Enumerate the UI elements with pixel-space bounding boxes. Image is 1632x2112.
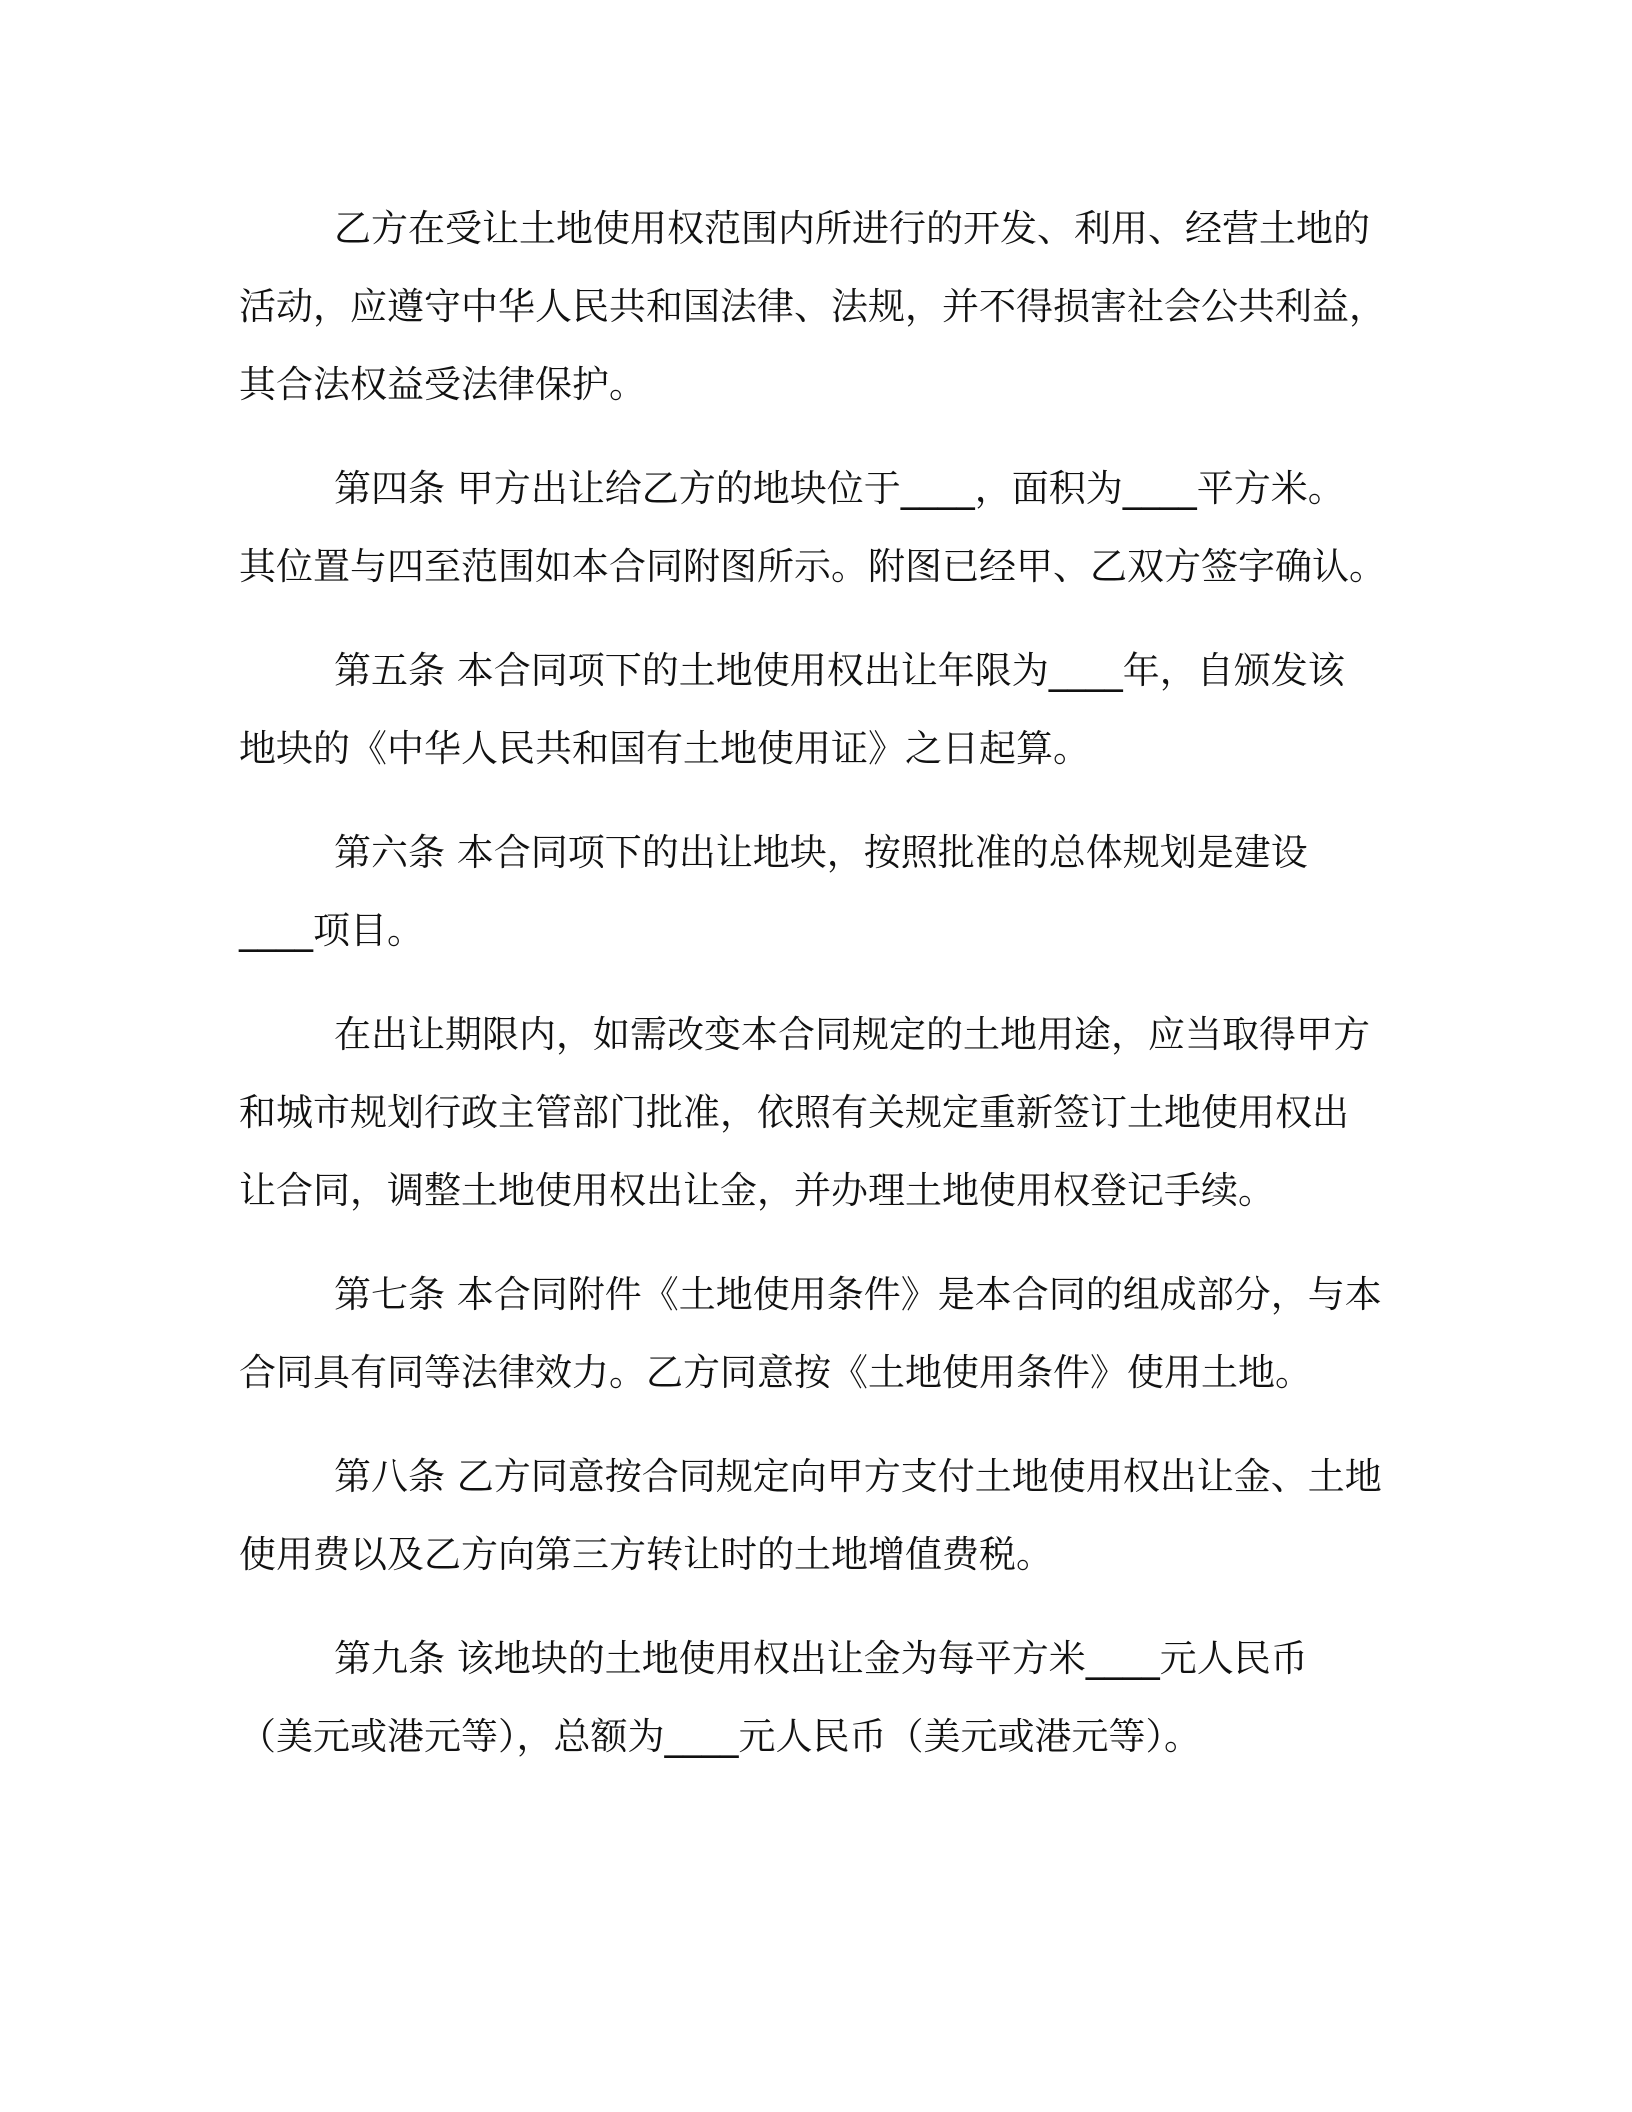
paragraph-line: 活动，应遵守中华人民共和国法律、法规，并不得损害社会公共利益， [239, 285, 1386, 328]
article-5 [239, 632, 1389, 788]
paragraph-line: 其位置与四至范围如本合同附图所示。附图已经甲、乙双方签字确认。 [239, 545, 1386, 588]
land-use-change-paragraph [239, 996, 1389, 1230]
paragraph-line: 在出让期限内，如需改变本合同规定的土地用途，应当取得甲方 [334, 1013, 1370, 1056]
article-8 [239, 1438, 1389, 1594]
article-9 [239, 1620, 1389, 1776]
paragraph-line: 第九条 该地块的土地使用权出让金为每平方米____元人民币 [334, 1637, 1308, 1680]
paragraph-usage-rights [239, 190, 1389, 424]
paragraph-line: 第四条 甲方出让给乙方的地块位于____，面积为____平方米。 [334, 467, 1345, 510]
paragraph-line: 乙方在受让土地使用权范围内所进行的开发、利用、经营土地的 [334, 207, 1370, 250]
paragraph-line: 使用费以及乙方向第三方转让时的土地增值费税。 [239, 1533, 1053, 1576]
article-4 [239, 450, 1389, 606]
paragraph-line: ____项目。 [239, 909, 424, 952]
paragraph-line: 和城市规划行政主管部门批准，依照有关规定重新签订土地使用权出 [239, 1091, 1349, 1134]
paragraph-line: 第七条 本合同附件《土地使用条件》是本合同的组成部分，与本 [334, 1273, 1382, 1316]
paragraph-line: 让合同，调整土地使用权出让金，并办理土地使用权登记手续。 [239, 1169, 1275, 1212]
document-body [239, 190, 1389, 1802]
paragraph-line: 地块的《中华人民共和国有土地使用证》之日起算。 [239, 727, 1090, 770]
article-6 [239, 814, 1389, 970]
paragraph-line: 第八条 乙方同意按合同规定向甲方支付土地使用权出让金、土地 [334, 1455, 1382, 1498]
article-7 [239, 1256, 1389, 1412]
paragraph-line: 其合法权益受法律保护。 [239, 363, 646, 406]
paragraph-line: 合同具有同等法律效力。乙方同意按《土地使用条件》使用土地。 [239, 1351, 1312, 1394]
paragraph-line: （美元或港元等），总额为____元人民币（美元或港元等）。 [239, 1715, 1201, 1758]
paragraph-line: 第六条 本合同项下的出让地块，按照批准的总体规划是建设 [334, 831, 1308, 874]
paragraph-line: 第五条 本合同项下的土地使用权出让年限为____年，自颁发该 [334, 649, 1345, 692]
